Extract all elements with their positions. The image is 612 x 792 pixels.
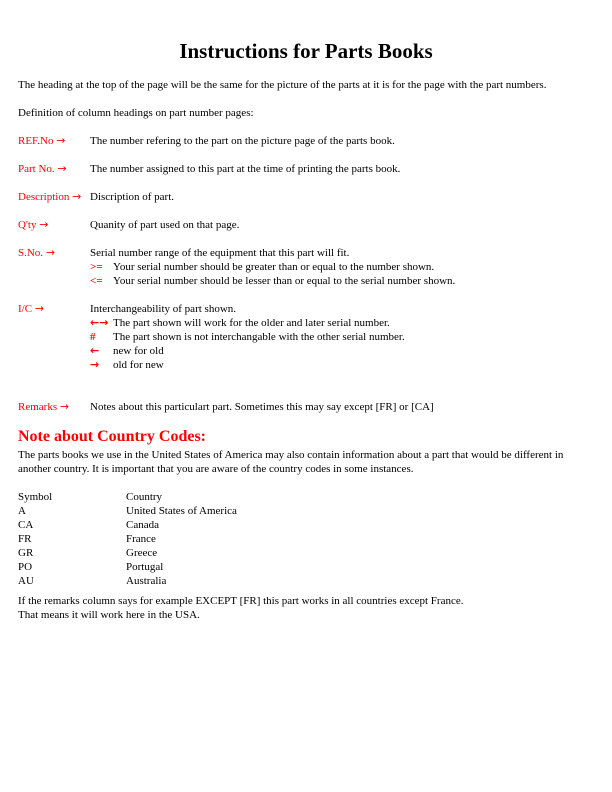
definition-text-sno: Serial number range of the equipment that this part will fit. — [90, 247, 350, 259]
definition-row-ic — [18, 302, 594, 316]
definition-label-qty — [18, 218, 90, 232]
right-arrow-icon: → — [39, 218, 49, 231]
country-table-header-row — [18, 490, 594, 504]
definition-text-qty: Quanity of part used on that page. — [90, 219, 240, 231]
country-symbol-cell: GR — [18, 547, 34, 559]
right-arrow-icon: → — [90, 358, 100, 371]
country-codes-heading: Note about Country Codes: — [18, 428, 206, 445]
ic-sub-text-new-for-old: new for old — [113, 345, 164, 357]
country-table-header-symbol: Symbol — [18, 491, 53, 503]
country-codes-table — [18, 490, 594, 588]
right-arrow-icon: → — [72, 190, 82, 203]
right-arrow-icon: → — [45, 246, 56, 259]
right-arrow-icon: → — [34, 302, 45, 315]
ic-sub-text-hash: The part shown is not interchangable with the other serial number. — [113, 331, 405, 343]
definition-label-ic — [18, 302, 90, 316]
country-symbol-cell: PO — [18, 561, 33, 573]
definition-text-refno: The number refering to the part on the picture page of the parts book. — [90, 135, 395, 147]
country-symbol-cell: CA — [18, 519, 34, 531]
country-table-row — [18, 518, 594, 532]
column-name-ic: I/C — [18, 303, 33, 315]
country-table-row — [18, 574, 594, 588]
definition-text-remarks: Notes about this particulart part. Sometimes this may say except [FR] or [CA] — [90, 401, 434, 413]
column-name-sno: S.No. — [18, 247, 44, 259]
definition-row-refno — [18, 134, 594, 148]
sno-sub-row-lesser-equal — [90, 274, 594, 288]
definition-row-qty — [18, 218, 594, 232]
ic-sub-row-new-for-old — [90, 344, 594, 358]
page-title: Instructions for Parts Books — [179, 39, 433, 63]
remarks-example-line1: If the remarks column says for example EXCEPT [FR] this part works in all countries except France. — [18, 595, 464, 607]
country-codes-description: The parts books we use in the United States of America may also contain information about a part that would be different in another country. It is important that you are aware of the country codes in some instances. — [18, 449, 564, 475]
country-name-cell: Canada — [126, 519, 159, 531]
column-name-description: Description — [18, 191, 70, 203]
right-arrow-icon: → — [56, 134, 66, 147]
country-name-cell: United States of America — [126, 505, 237, 517]
greater-equal-symbol: >= — [90, 261, 103, 273]
country-name-cell: Australia — [126, 575, 167, 587]
country-name-cell: France — [126, 533, 156, 545]
ic-sub-row-old-for-new — [90, 358, 594, 372]
country-table-row — [18, 504, 594, 518]
column-name-qty: Q'ty — [18, 219, 37, 231]
lesser-equal-symbol: <= — [90, 275, 103, 287]
definition-label-sno — [18, 246, 90, 260]
country-table-row — [18, 560, 594, 574]
left-right-arrow-icon: ←→ — [90, 316, 109, 329]
country-table-row — [18, 546, 594, 560]
hash-symbol: # — [90, 331, 96, 343]
ic-sub-text-both: The part shown will work for the older and later serial number. — [113, 317, 390, 329]
left-arrow-icon: ← — [90, 344, 100, 357]
definition-row-description — [18, 190, 594, 204]
country-table-row — [18, 532, 594, 546]
definition-text-description: Discription of part. — [90, 191, 175, 203]
ic-sub-row-hash — [90, 330, 594, 344]
country-symbol-cell: FR — [18, 533, 32, 545]
definition-label-partno — [18, 162, 90, 176]
column-name-refno: REF.No — [18, 135, 54, 147]
remarks-example-note — [18, 594, 594, 622]
right-arrow-icon: → — [57, 162, 67, 175]
sno-sub-text-lesser-equal: Your serial number should be lesser than or equal to the serial number shown. — [113, 275, 456, 287]
country-table-header-country: Country — [126, 491, 163, 503]
definition-label-remarks — [18, 400, 90, 414]
definition-label-refno — [18, 134, 90, 148]
definition-text-ic: Interchangeability of part shown. — [90, 303, 237, 315]
sno-sub-text-greater-equal: Your serial number should be greater than or equal to the number shown. — [113, 261, 435, 273]
country-symbol-cell: AU — [18, 575, 34, 587]
definition-row-sno — [18, 246, 594, 260]
definition-label-description — [18, 190, 90, 204]
country-name-cell: Greece — [126, 547, 158, 559]
column-name-partno: Part No. — [18, 163, 55, 175]
intro-paragraph: The heading at the top of the page will be the same for the picture of the parts at it is for the page with the part numbers. — [18, 79, 547, 91]
ic-sub-row-both-arrows — [90, 316, 594, 330]
sno-sub-row-greater-equal — [90, 260, 594, 274]
definitions-heading: Definition of column headings on part number pages: — [18, 107, 254, 119]
ic-sub-text-old-for-new: old for new — [113, 359, 164, 371]
remarks-example-line2: That means it will work here in the USA. — [18, 609, 200, 621]
country-symbol-cell: A — [18, 505, 26, 517]
definition-row-partno — [18, 162, 594, 176]
definition-text-partno: The number assigned to this part at the time of printing the parts book. — [90, 163, 401, 175]
right-arrow-icon: → — [59, 400, 70, 413]
country-name-cell: Portugal — [126, 561, 164, 573]
definition-row-remarks — [18, 400, 594, 414]
column-name-remarks: Remarks — [18, 401, 58, 413]
